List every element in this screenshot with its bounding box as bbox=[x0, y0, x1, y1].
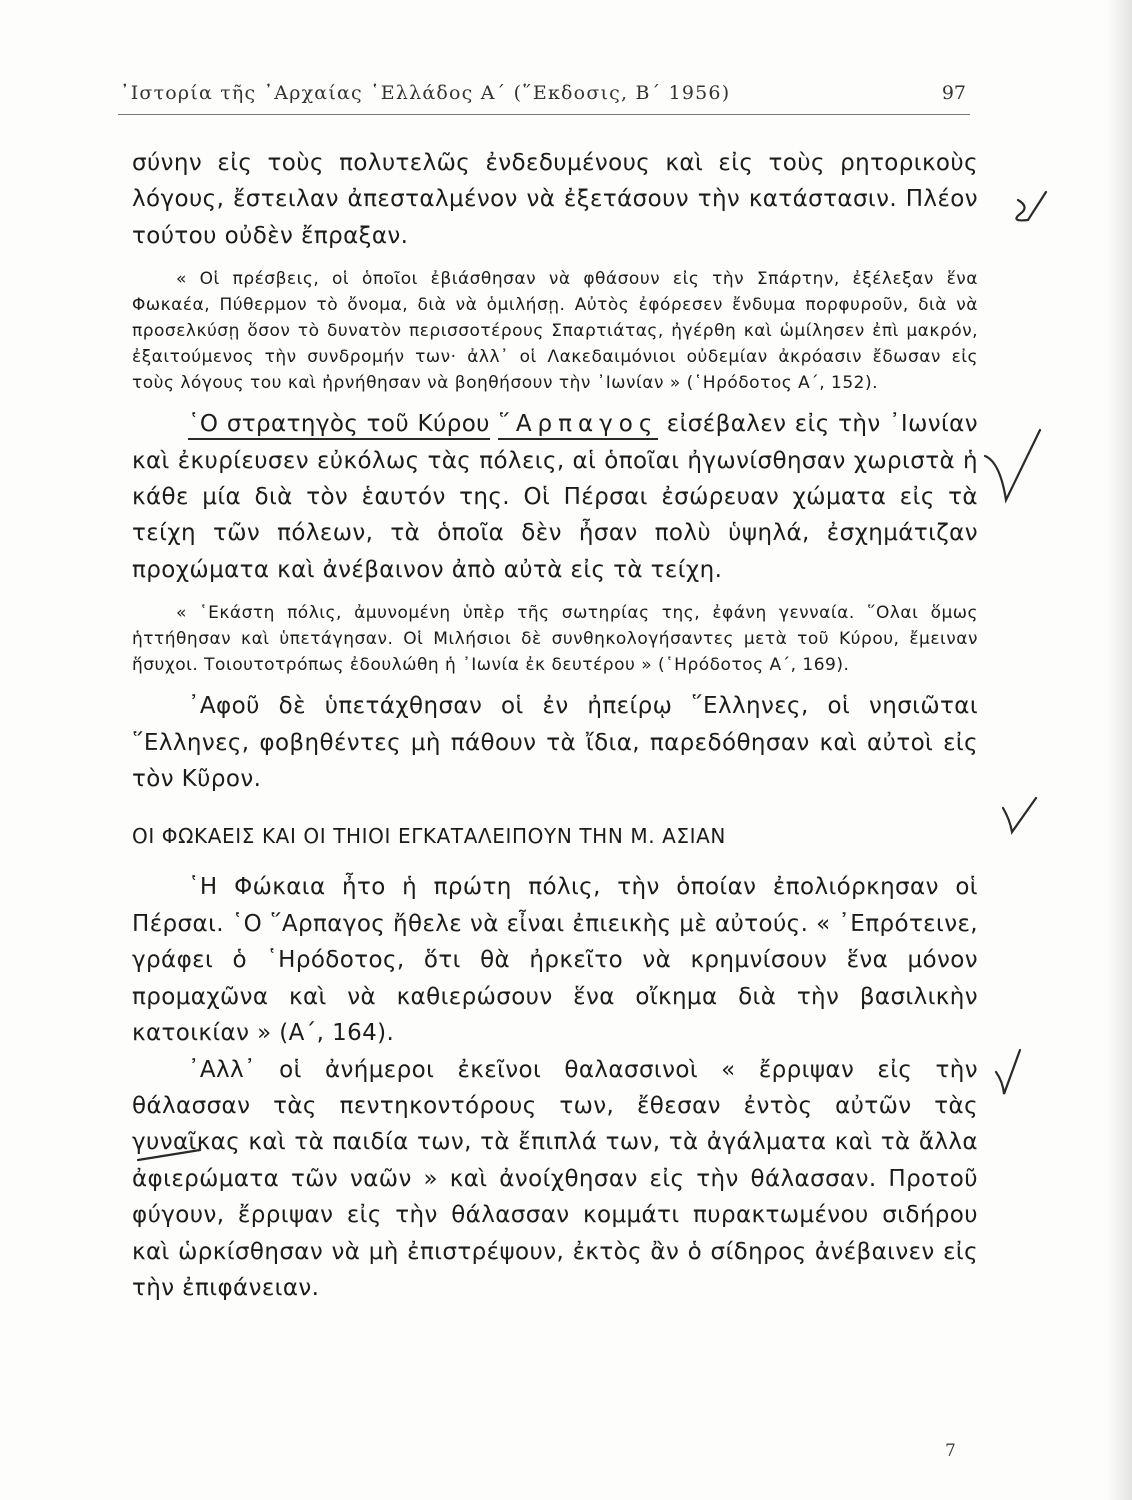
header-title: ᾿Ιστορία τῆς ᾿Αρχαίας ῾Ελλάδος Α΄ (῞Εκδοσις, Β΄ 1956) bbox=[120, 82, 731, 104]
paragraph-2-intro: ῾Ο στρατηγὸς τοῦ Κύρου bbox=[188, 411, 490, 440]
checkmark-pen-mark bbox=[1003, 798, 1036, 832]
signature-mark: 7 bbox=[945, 1441, 956, 1461]
checkmark-pen-mark bbox=[985, 430, 1040, 500]
paragraph-5: ᾿Αλλ᾿ οἱ ἀνήμεροι ἐκεῖνοι θαλασσινοὶ « ἔρριψαν εἰς τὴν θάλασσαν τὰς πεντηκοντόρους των, ἔθεσαν ἐντὸς αὐτῶν τὰς γυναῖκας καὶ τὰ παιδία των, τὰ ἔπιπλά των, τὰ ἀγάλματα καὶ τὰ ἄλλα ἀφιερώματα τῶν ναῶν » καὶ ἀνοίχθησαν εἰς τὴν θάλασσαν. Προτοῦ φύγουν, ἔρριψαν εἰς τὴν θάλασσαν κομμάτι πυρακτωμένου σιδήρου καὶ ὡρκίσθησαν νὰ μὴ ἐπιστρέψουν, ἐκτὸς ἂν ὁ σίδηρος ἀνέβαινεν εἰς τὴν ἐπιφάνειαν. bbox=[132, 1056, 978, 1301]
checkmark-pen-mark bbox=[996, 1050, 1020, 1094]
quotation-herodotus-169: « ῾Εκάστη πόλις, ἀμυνομένη ὑπὲρ τῆς σωτηρίας της, ἐφάνη γενναία. ῞Ολαι ὅμως ἡττήθησαν καὶ ὑπετάγησαν. Οἱ Μιλήσιοι δὲ συνθηκολογήσαντες μετὰ τοῦ Κύρου, ἔμειναν ἥσυχοι. Τοιουτοτρόπως ἐδουλώθη ἡ ᾿Ιωνία ἐκ δευτέρου » (῾Ηρόδοτος Α΄, 169). bbox=[132, 603, 978, 676]
page-body bbox=[132, 145, 978, 1306]
running-header bbox=[118, 80, 970, 115]
paragraph-3: ᾿Αφοῦ δὲ ὑπετάχθησαν οἱ ἐν ἠπείρῳ ῞Ελληνες, οἱ νησιῶται ῞Ελληνες, φοβηθέντες μὴ πάθουν τὰ ἴδια, παρεδόθησαν καὶ αὐτοὶ εἰς τὸν Κῦρον. bbox=[132, 693, 978, 793]
harpagos-name: ῞Αρπαγος bbox=[498, 411, 658, 440]
paragraph-2 bbox=[132, 406, 978, 588]
page-edge-shadow bbox=[1106, 0, 1132, 1500]
paragraph-4: ῾Η Φώκαια ἦτο ἡ πρώτη πόλις, τὴν ὁποίαν ἐπολιόρκησαν οἱ Πέρσαι. ῾Ο ῞Αρπαγος ἤθελε νὰ εἶναι ἐπιεικὴς μὲ αὐτούς. « ᾿Επρότεινε, γράφει ὁ ῾Ηρόδοτος, ὅτι θὰ ἠρκεῖτο νὰ κρημνίσουν ἕνα μόνον προμαχῶνα καὶ νὰ καθιερώσουν ἕνα οἴκημα διὰ τὴν βασιλικὴν κατοικίαν » (Α΄, 164). bbox=[132, 874, 978, 1047]
paragraph-1: σύνην εἰς τοὺς πολυτελῶς ἐνδεδυμένους καὶ εἰς τοὺς ρητορικοὺς λόγους, ἔστειλαν ἀπεσταλμένον νὰ ἐξετάσουν τὴν κατάστασιν. Πλέον τούτου οὐδὲν ἔπραξαν. bbox=[132, 150, 978, 249]
checkmark-pen-mark bbox=[1016, 192, 1046, 220]
section-heading: ΟΙ ΦΩΚΑΕΙΣ ΚΑΙ ΟΙ ΤΗΙΟΙ ΕΓΚΑΤΑΛΕΙΠΟΥΝ ΤΗΝ Μ. ΑΣΙΑΝ bbox=[132, 824, 726, 849]
page-number: 97 bbox=[941, 82, 966, 104]
quotation-herodotus-152: « Οἱ πρέσβεις, οἱ ὁποῖοι ἐβιάσθησαν νὰ φθάσουν εἰς τὴν Σπάρτην, ἐξέλεξαν ἕνα Φωκαέα, Πύθερμον τὸ ὄνομα, διὰ νὰ ὁμιλήσῃ. Αὐτὸς ἐφόρεσεν ἔνδυμα πορφυροῦν, διὰ νὰ προσελκύσῃ ὅσον τὸ δυνατὸν περισσοτέρους Σπαρτιάτας, ἠγέρθη καὶ ὡμίλησεν ἐπὶ μακρόν, ἐξαιτούμενος τὴν συνδρομήν των· ἀλλ᾿ οἱ Λακεδαιμόνιοι οὐδεμίαν ἀκρόασιν ἔδωσαν εἰς τοὺς λόγους του καὶ ἠρνήθησαν νὰ βοηθήσουν τὴν ᾿Ιωνίαν » (῾Ηρόδοτος Α΄, 152). bbox=[132, 269, 978, 394]
paragraph-2-text: εἰσέβαλεν εἰς τὴν ᾿Ιωνίαν καὶ ἐκυρίευσεν εὐκόλως τὰς πόλεις, αἱ ὁποῖαι ἠγωνίσθησαν χωριστὰ ἡ κάθε μία διὰ τὸν ἑαυτόν της. Οἱ Πέρσαι ἐσώρευαν χώματα εἰς τὰ τείχη τῶν πόλεων, τὰ ὁποῖα δὲν ἦσαν πολὺ ὑψηλά, ἐσχημάτιζαν προχώματα καὶ ἀνέβαινον ἀπὸ αὐτὰ εἰς τὰ τείχη. bbox=[132, 411, 978, 583]
